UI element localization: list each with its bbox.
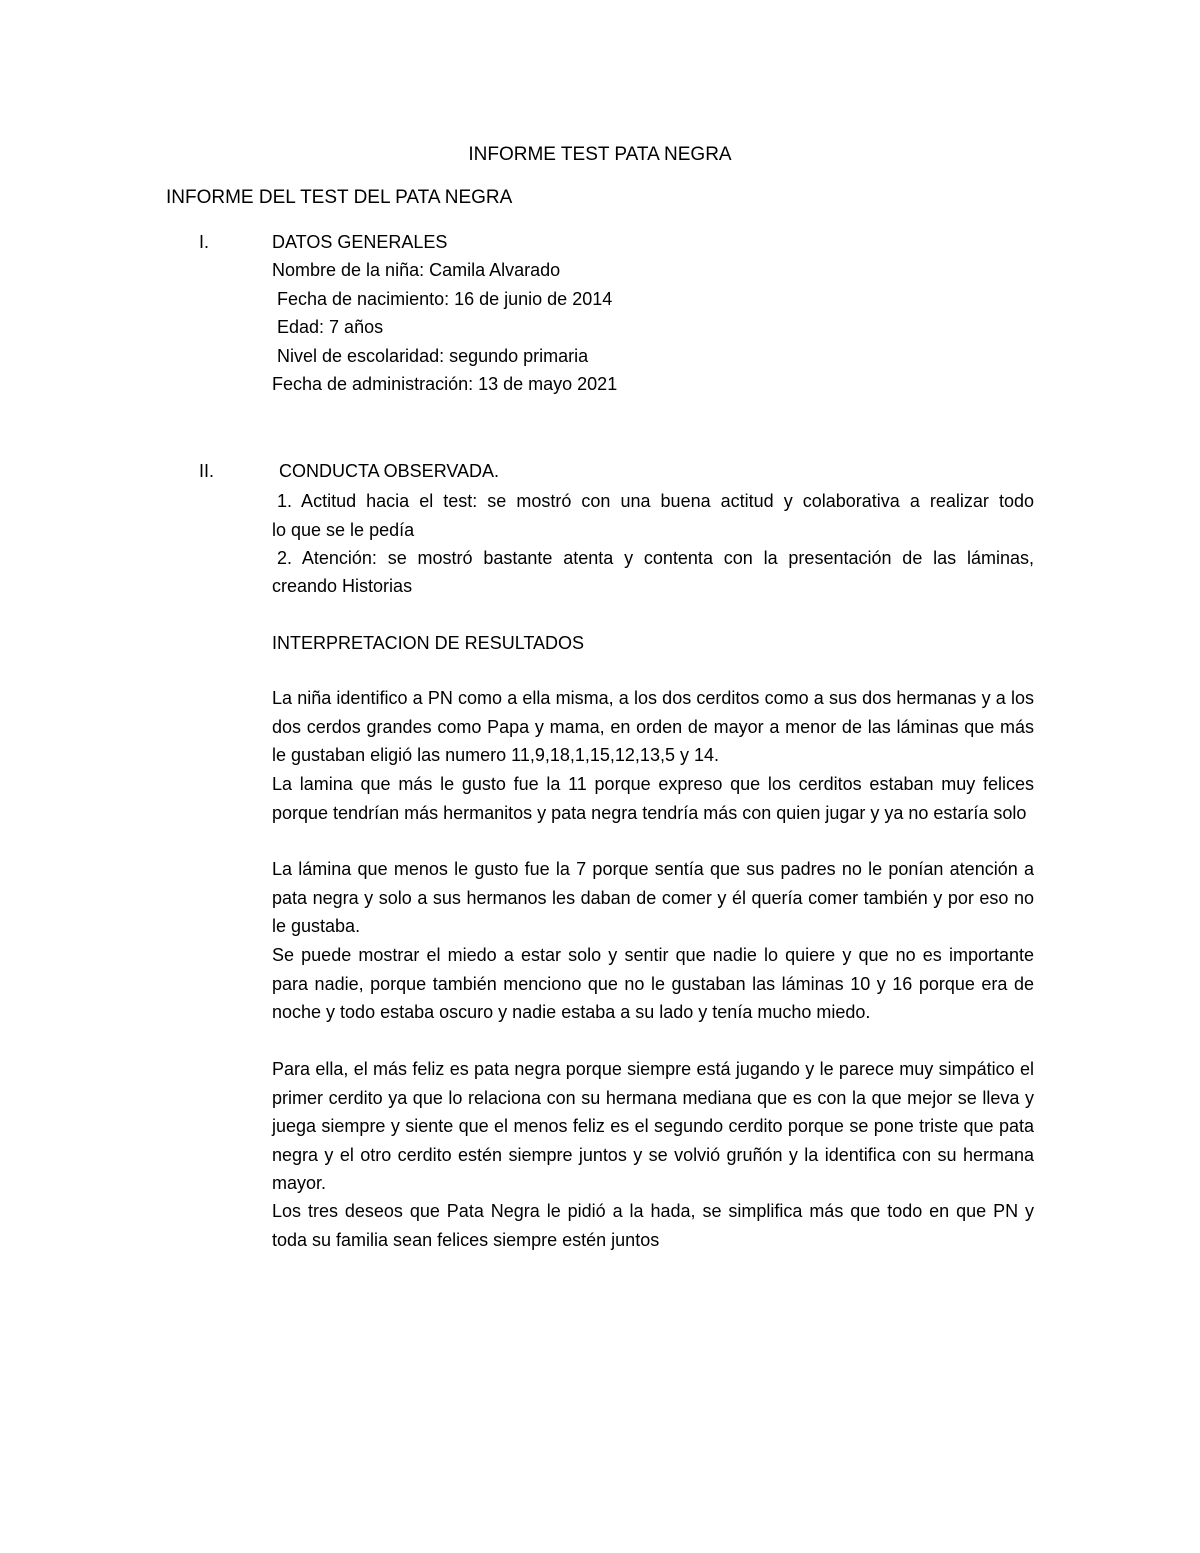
section-1-numeral: I. [199,232,210,252]
interpretation-paragraph-5: Para ella, el más feliz es pata negra porque siempre está jugando y le parece muy simpático el primer cerdito ya que lo relaciona con su hermana mediana que es con la que mejor se lleva y juega siempre y siente que el menos feliz es el segundo cerdito porque se pone triste que pata negra y el otro cerdito estén siempre juntos y se volvió gruñón y la identifica con su hermana mayor. [272,1059,1034,1193]
administration-date: Fecha de administración: 13 de mayo 2021 [272,374,618,394]
interpretation-paragraph-2: La lamina que más le gusto fue la 11 porque expreso que los cerditos estaban muy felices porque tendrían más hermanitos y pata negra tendría más con quien jugar y ya no estaría solo [272,774,1034,823]
section-2-numeral: II. [199,461,215,481]
attitude-item-line-2: lo que se le pedía [272,520,415,540]
child-name: Nombre de la niña: Camila Alvarado [272,260,561,280]
attention-item-line-1: 2. Atención: se mostró bastante atenta y contenta con la presentación de las láminas, [277,548,1034,568]
attitude-item-line-1: 1. Actitud hacia el test: se mostró con una buena actitud y colaborativa a realizar todo [277,491,1034,511]
interpretation-paragraph-1: La niña identifico a PN como a ella misma, a los dos cerditos como a sus dos hermanas y a los dos cerdos grandes como Papa y mama, en orden de mayor a menor de las láminas que más le gustaban eligió las numero 11,9,18,1,15,12,13,5 y 14. [272,688,1034,765]
attention-item-line-2: creando Historias [272,576,413,596]
birth-date: Fecha de nacimiento: 16 de junio de 2014 [277,289,613,309]
interpretation-heading: INTERPRETACION DE RESULTADOS [272,633,585,653]
interpretation-paragraph-4: Se puede mostrar el miedo a estar solo y sentir que nadie lo quiere y que no es importante para nadie, porque también menciono que no le gustaban las láminas 10 y 16 porque era de noche y todo estaba oscuro y nadie estaba a su lado y tenía mucho miedo. [272,945,1034,1022]
school-level: Nivel de escolaridad: segundo primaria [277,346,589,366]
document-subtitle: INFORME DEL TEST DEL PATA NEGRA [166,187,513,208]
section-2-heading: CONDUCTA OBSERVADA. [279,461,500,481]
interpretation-paragraph-6: Los tres deseos que Pata Negra le pidió a la hada, se simplifica más que todo en que PN y toda su familia sean felices siempre estén juntos [272,1201,1034,1250]
age: Edad: 7 años [277,317,384,337]
section-1-heading: DATOS GENERALES [272,232,448,252]
interpretation-paragraph-3: La lámina que menos le gusto fue la 7 porque sentía que sus padres no le ponían atención a pata negra y solo a sus hermanos les daban de comer y él quería comer también y por eso no le gustaba. [272,859,1034,936]
document-title: INFORME TEST PATA NEGRA [468,144,732,165]
